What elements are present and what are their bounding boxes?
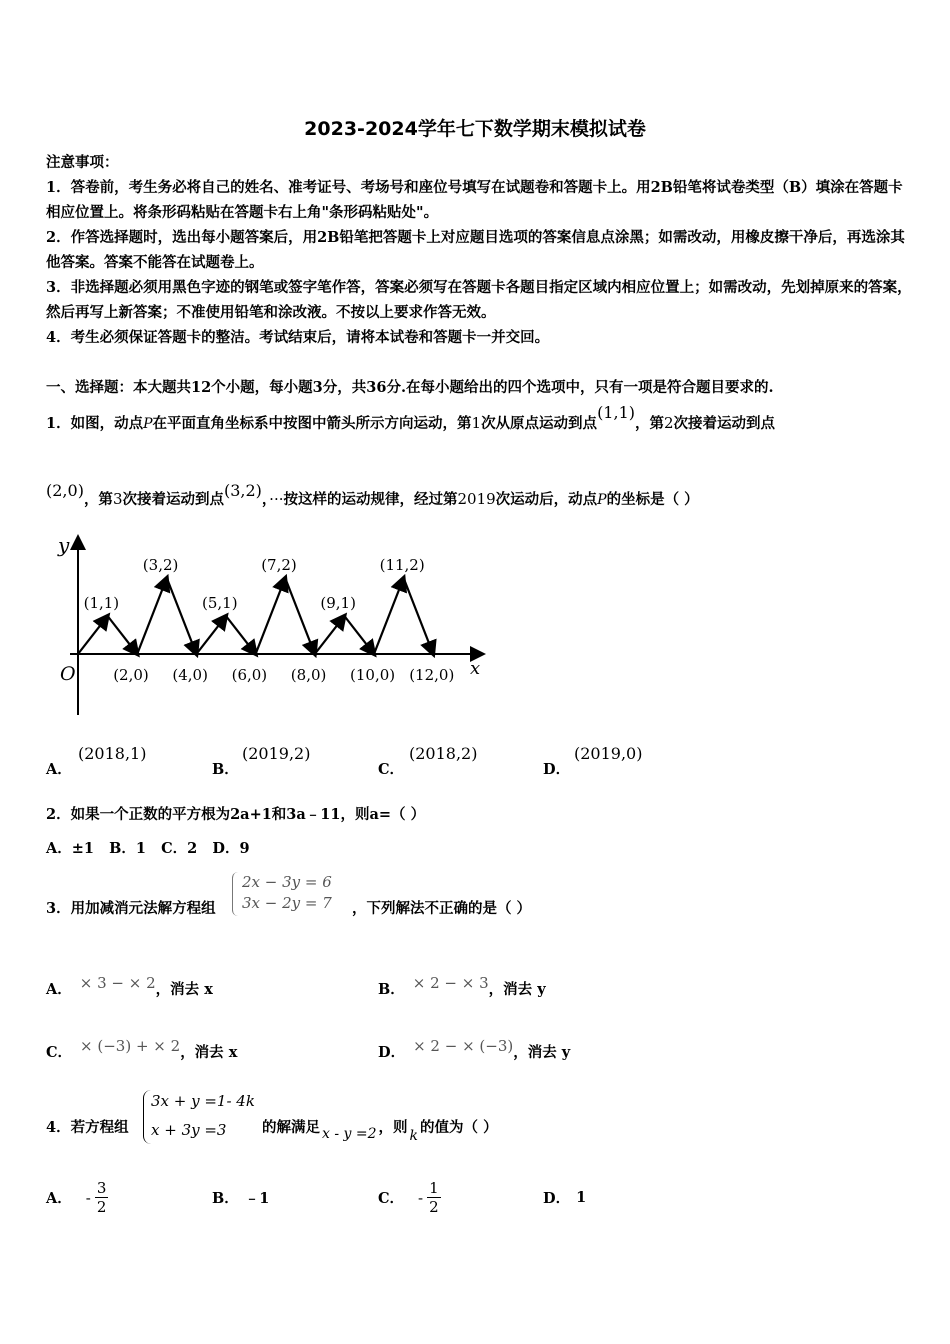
option-expr: × 3 − × 2 bbox=[79, 974, 156, 992]
q4-option-a[interactable] bbox=[46, 1175, 108, 1220]
notice-block bbox=[46, 150, 916, 350]
q1-text: 的坐标是（ ） bbox=[606, 491, 699, 508]
q1-text: 次接着运动到点 bbox=[673, 415, 776, 432]
q3-option-a[interactable] bbox=[46, 974, 213, 999]
q1-option-c[interactable] bbox=[378, 758, 404, 779]
option-text: 1 bbox=[576, 1189, 587, 1206]
motion-segment bbox=[226, 616, 256, 654]
q1-option-c-value: (2018,2) bbox=[409, 744, 478, 763]
q1-text: ， bbox=[261, 491, 270, 508]
q4-k: k bbox=[409, 1128, 419, 1144]
q1-option-b-value: (2019,2) bbox=[242, 744, 311, 763]
q1-n: 2019 bbox=[457, 490, 496, 508]
q1-text: 1．如图，动点 bbox=[46, 415, 144, 432]
top-point-label: (3,2) bbox=[142, 556, 179, 574]
top-point-label: (7,2) bbox=[261, 556, 297, 574]
q4-option-c[interactable] bbox=[378, 1175, 441, 1220]
notice-item-4: 4．考生必须保证答题卡的整洁。考试结束后，请将本试卷和答题卡一并交回。 bbox=[46, 329, 550, 346]
q1-n: 3 bbox=[112, 490, 123, 508]
q1-option-d[interactable] bbox=[543, 758, 570, 779]
bottom-point-label: (8,0) bbox=[290, 666, 327, 684]
q4-condition: x - y =2 bbox=[322, 1126, 377, 1142]
motion-segment bbox=[344, 616, 374, 654]
notice-item-1: 1．答卷前，考生务必将自己的姓名、准考证号、考场号和座位号填写在试题卷和答题卡上。用2B铅笔将试卷类型（B）填涂在答题卡相应位置上。将条形码粘贴在答题卡右上角"条形码粘贴处"。 bbox=[46, 179, 903, 221]
q3-lead: 3．用加减消元法解方程组 bbox=[46, 900, 216, 917]
option-letter: A． bbox=[46, 981, 72, 998]
option-letter: C． bbox=[46, 1044, 73, 1061]
q1-n: 2 bbox=[664, 414, 674, 432]
option-tail: ，消去 y bbox=[488, 981, 546, 998]
option-letter: A． bbox=[46, 761, 72, 778]
option-letter: A． bbox=[46, 1190, 72, 1207]
q4-eq2: x + 3y =3 bbox=[151, 1121, 227, 1139]
q3-eq1: 2x − 3y = 6 bbox=[242, 873, 332, 891]
motion-segment bbox=[285, 578, 315, 654]
top-point-label: (11,2) bbox=[379, 556, 425, 574]
q1-dots: ··· bbox=[269, 490, 284, 508]
q3-option-d[interactable] bbox=[378, 1037, 571, 1062]
q3-eq2: 3x − 2y = 7 bbox=[242, 894, 332, 912]
q1-p: P bbox=[597, 492, 607, 508]
option-letter: C． bbox=[378, 1190, 405, 1207]
bottom-point-label: (2,0) bbox=[113, 666, 149, 684]
x-axis-label: x bbox=[470, 658, 481, 679]
bottom-point-label: (10,0) bbox=[350, 666, 396, 684]
notice-item-3: 3．非选择题必须用黑色字迹的钢笔或签字笔作答，答案必须写在答题卡各题目指定区域内相应位置上；如需改动，先划掉原来的答案，然后再写上新答案；不准使用铅笔和涂改液。不按以上要求作答无效。 bbox=[46, 279, 912, 321]
q4-option-b[interactable] bbox=[212, 1175, 269, 1220]
q1-point: (2,0) bbox=[46, 481, 84, 500]
notice-item-2: 2．作答选择题时，选出每小题答案后，用2B铅笔把答题卡上对应题目选项的答案信息点涂黑；如需改动，用橡皮擦干净后，再选涂其他答案。答案不能答在试题卷上。 bbox=[46, 229, 905, 271]
q4-line bbox=[262, 1116, 498, 1144]
top-point-label: (1,1) bbox=[83, 594, 120, 612]
motion-segment bbox=[404, 578, 434, 654]
bottom-point-label: (4,0) bbox=[172, 666, 208, 684]
q3-tail: ，下列解法不正确的是（ ） bbox=[352, 900, 532, 917]
motion-segment bbox=[196, 616, 226, 654]
q3-system bbox=[242, 872, 332, 914]
q3-option-c[interactable] bbox=[46, 1037, 238, 1062]
fraction-denominator: 2 bbox=[96, 1198, 107, 1216]
option-letter: B． bbox=[378, 981, 405, 998]
bottom-point-label: (12,0) bbox=[409, 666, 455, 684]
q3-option-b[interactable] bbox=[378, 974, 546, 999]
option-fraction bbox=[95, 1179, 109, 1216]
motion-segment bbox=[78, 616, 108, 654]
q1-graph bbox=[40, 530, 500, 725]
q1-text: 在平面直角坐标系中按图中箭头所示方向运动，第 bbox=[152, 415, 472, 432]
q1-text: 按这样的运动规律，经过第 bbox=[283, 491, 458, 508]
motion-segment bbox=[137, 578, 167, 654]
q1-option-a[interactable] bbox=[46, 758, 72, 779]
q4-mid2: ，则 bbox=[378, 1119, 408, 1136]
motion-segment bbox=[315, 616, 345, 654]
y-axis-label: y bbox=[58, 533, 70, 557]
q1-text: 次接着运动到点 bbox=[122, 491, 224, 508]
origin-label: O bbox=[60, 663, 76, 685]
option-expr: × 2 − × (−3) bbox=[413, 1037, 514, 1055]
motion-segment bbox=[167, 578, 197, 654]
motion-segment bbox=[108, 616, 138, 654]
q1-text: 次从原点运动到点 bbox=[481, 415, 598, 432]
q1-option-d-value: (2019,0) bbox=[574, 744, 643, 763]
option-expr: × 2 − × 3 bbox=[412, 974, 489, 992]
q1-p: P bbox=[143, 416, 153, 432]
q1-point: (3,2) bbox=[223, 481, 262, 500]
q1-line1 bbox=[46, 403, 776, 433]
option-letter: D． bbox=[543, 1190, 571, 1207]
q4-option-d[interactable] bbox=[543, 1175, 586, 1220]
option-letter: D． bbox=[543, 761, 571, 778]
q1-text: 次运动后，动点 bbox=[495, 491, 598, 508]
q4-system bbox=[151, 1087, 255, 1145]
q1-n: 1 bbox=[471, 414, 482, 432]
motion-segment bbox=[256, 578, 286, 654]
fraction-numerator: 3 bbox=[96, 1179, 107, 1197]
option-sign: - bbox=[85, 1188, 91, 1207]
top-point-label: (9,1) bbox=[320, 594, 356, 612]
q2-options[interactable]: A．±1 B．1 C．2 D．9 bbox=[46, 840, 250, 857]
q4-lead: 4．若方程组 bbox=[46, 1119, 129, 1136]
fraction-numerator: 1 bbox=[429, 1179, 439, 1197]
bottom-point-labels bbox=[113, 666, 454, 684]
q1-option-b[interactable] bbox=[212, 758, 239, 779]
option-letter: C． bbox=[378, 761, 405, 778]
option-letter: B． bbox=[212, 761, 239, 778]
top-point-label: (5,1) bbox=[202, 594, 238, 612]
section-heading: 一、选择题：本大题共12个小题，每小题3分，共36分.在每小题给出的四个选项中，只有一项是符合题目要求的. bbox=[46, 379, 774, 396]
option-letter: D． bbox=[378, 1044, 406, 1061]
option-letter: B． bbox=[212, 1190, 239, 1207]
bottom-point-label: (6,0) bbox=[231, 666, 268, 684]
option-sign: - bbox=[418, 1188, 424, 1207]
motion-path bbox=[78, 578, 433, 654]
q1-text: ，第 bbox=[83, 491, 113, 508]
q4-eq1: 3x + y =1- 4k bbox=[151, 1092, 255, 1110]
q4-tail: 的值为（ ） bbox=[420, 1119, 498, 1136]
motion-segment bbox=[374, 578, 404, 654]
option-tail: ，消去 y bbox=[513, 1044, 571, 1061]
option-tail: ，消去 x bbox=[180, 1044, 238, 1061]
option-text: ﹣1 bbox=[244, 1190, 270, 1207]
option-fraction bbox=[427, 1179, 441, 1216]
notice-heading: 注意事项： bbox=[46, 154, 119, 171]
q1-text: ，第 bbox=[635, 415, 664, 432]
q2-text: 2．如果一个正数的平方根为2a+1和3a﹣11，则a=（ ） bbox=[46, 806, 426, 823]
fraction-denominator: 2 bbox=[429, 1198, 439, 1216]
top-point-labels bbox=[84, 556, 425, 612]
q1-option-a-value: (2018,1) bbox=[78, 744, 147, 763]
q4-mid: 的解满足 bbox=[262, 1119, 320, 1136]
option-expr: × (−3) + × 2 bbox=[80, 1037, 181, 1055]
q1-line2 bbox=[46, 481, 699, 509]
page-title: 2023-2024学年七下数学期末模拟试卷 bbox=[304, 118, 646, 140]
option-tail: ，消去 x bbox=[155, 981, 213, 998]
q1-point: (1,1) bbox=[597, 403, 635, 422]
